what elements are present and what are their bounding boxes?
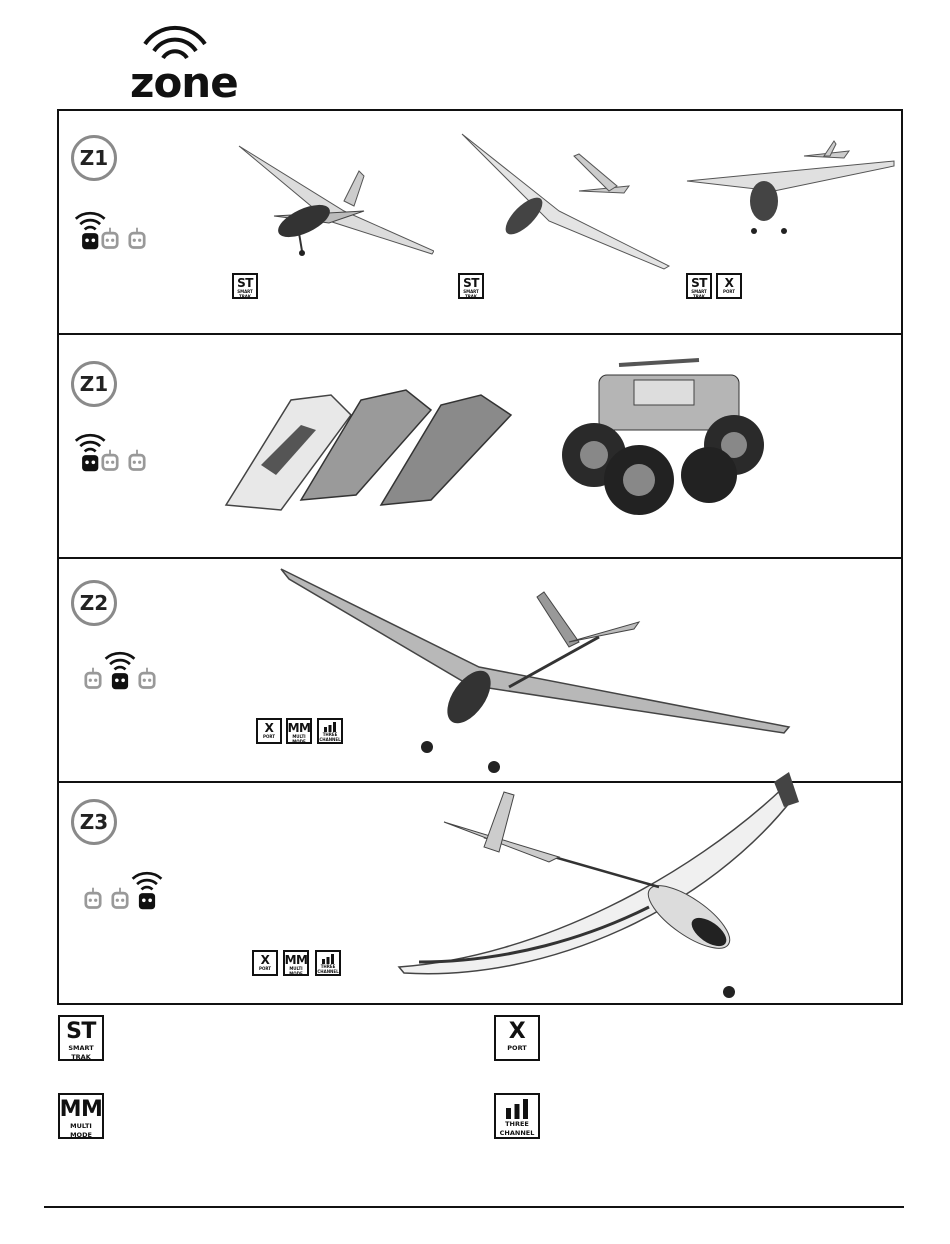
three-channel-badge: THREE CHANNEL (317, 718, 343, 744)
smart-trak-badge: ST SMART TRAK (232, 273, 258, 299)
zone-badge: Z1 (71, 135, 117, 181)
x-port-badge: X PORT (716, 273, 742, 299)
signal-bars-icon (321, 954, 335, 964)
transmitter-selector-icon (75, 857, 165, 913)
zone-row-3 (59, 559, 901, 783)
three-channel-badge: THREE CHANNEL (315, 950, 341, 976)
three-channel-legend-icon: THREE CHANNEL (494, 1093, 540, 1139)
glider-image (459, 131, 674, 271)
boats-image (221, 375, 521, 515)
zone-table (57, 109, 903, 1005)
smart-trak-legend-icon: ST SMART TRAK (58, 1015, 104, 1061)
multi-mode-legend-icon: MM MULTI MODE (58, 1093, 104, 1139)
glider-image (279, 567, 799, 777)
footer-rule (44, 1206, 904, 1208)
zone-row-2 (59, 335, 901, 559)
zone-row-1 (59, 111, 901, 335)
logo-text: zone (130, 58, 238, 107)
zone-logo (130, 22, 240, 107)
glider-image (389, 757, 809, 1001)
zone-badge: Z3 (71, 799, 117, 845)
smart-trak-badge: ST SMART TRAK (458, 273, 484, 299)
multi-mode-badge: MM MULTI MODE (283, 950, 309, 976)
zone-row-4 (59, 783, 901, 1005)
multi-mode-badge: MM MULTI MODE (286, 718, 312, 744)
zone-badge: Z1 (71, 361, 117, 407)
transmitter-selector-icon (65, 419, 155, 475)
glider-image (684, 136, 899, 241)
x-port-badge: X PORT (256, 718, 282, 744)
zone-badge: Z2 (71, 580, 117, 626)
smart-trak-badge: ST SMART TRAK (686, 273, 712, 299)
transmitter-selector-icon (65, 197, 155, 253)
x-port-legend-icon: X PORT (494, 1015, 540, 1061)
transmitter-selector-icon (75, 637, 165, 693)
glider-image (234, 141, 434, 256)
monster-truck-image (559, 350, 779, 520)
x-port-badge: X PORT (252, 950, 278, 976)
signal-bars-icon (323, 722, 337, 732)
signal-bars-icon (504, 1099, 530, 1119)
